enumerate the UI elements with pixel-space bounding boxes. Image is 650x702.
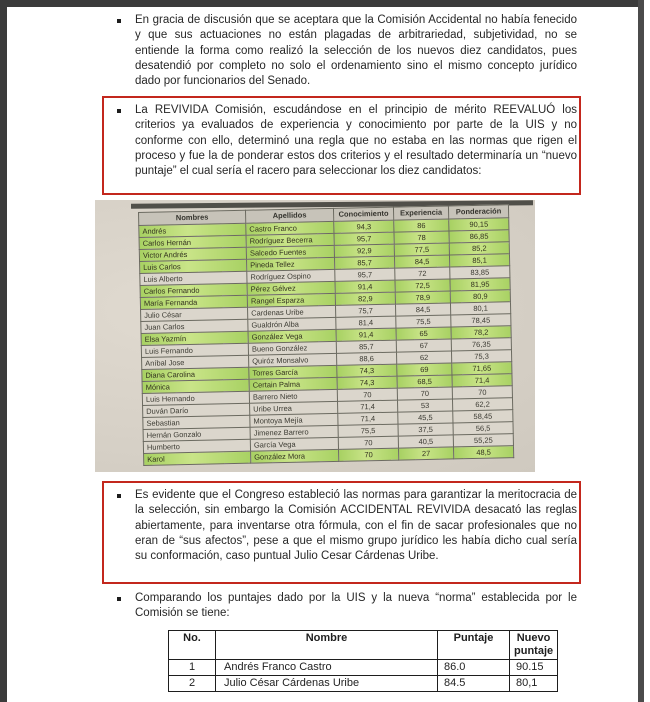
table-cell: 86,85 bbox=[449, 230, 509, 243]
table-cell: 81,95 bbox=[450, 278, 510, 291]
table-cell: Castro Franco bbox=[246, 221, 334, 235]
table-cell: Luis Alberto bbox=[140, 271, 247, 285]
table-cell: 92,9 bbox=[334, 244, 394, 257]
table-cell: Pineda Tellez bbox=[247, 257, 335, 271]
table-cell: 40,5 bbox=[398, 435, 453, 448]
table-cell: 62,2 bbox=[452, 398, 512, 411]
table-cell: 70 bbox=[338, 436, 398, 449]
table-cell: 55,25 bbox=[453, 434, 513, 447]
column-header: Puntaje bbox=[438, 631, 510, 660]
table-cell: Bueno González bbox=[248, 341, 336, 355]
table-cell: Barrero Nieto bbox=[249, 389, 337, 403]
table-cell: 48,5 bbox=[453, 446, 513, 459]
table-cell: 72 bbox=[395, 267, 450, 280]
table-cell: María Fernanda bbox=[140, 295, 247, 309]
table-row bbox=[169, 660, 558, 676]
table-cell: Karol bbox=[144, 451, 251, 465]
table-cell: 71,4 bbox=[338, 412, 398, 425]
table-cell: 94,3 bbox=[334, 220, 394, 233]
table-photo bbox=[95, 200, 535, 472]
table-cell: Torres García bbox=[249, 365, 337, 379]
table-cell: 95,7 bbox=[334, 232, 394, 245]
table-cell: 56,5 bbox=[453, 422, 513, 435]
table-cell: 78,2 bbox=[451, 326, 511, 339]
table-cell: 91,4 bbox=[336, 328, 396, 341]
comparison-table-body bbox=[169, 660, 558, 692]
table-cell: Carlos Hernán bbox=[139, 235, 246, 249]
table-cell: 53 bbox=[397, 399, 452, 412]
highlight-box-2 bbox=[102, 481, 581, 584]
table-cell: Julio César Cárdenas Uribe bbox=[216, 676, 438, 692]
page-edge-right bbox=[638, 0, 644, 702]
table-cell: Andrés Franco Castro bbox=[216, 660, 438, 676]
table-cell: 69 bbox=[397, 363, 452, 376]
table-cell: 95,7 bbox=[335, 268, 395, 281]
table-cell: 84.5 bbox=[438, 676, 510, 692]
table-cell: 82,9 bbox=[335, 292, 395, 305]
table-cell: 90,15 bbox=[449, 218, 509, 231]
bullet-icon bbox=[117, 597, 121, 601]
candidates-table-body bbox=[139, 218, 514, 466]
table-cell: 27 bbox=[399, 447, 454, 460]
table-cell: 88,6 bbox=[337, 352, 397, 365]
table-cell: 83,85 bbox=[450, 266, 510, 279]
table-cell: Luis Carlos bbox=[140, 259, 247, 273]
column-header: Ponderación bbox=[448, 205, 508, 219]
table-cell: González Mora bbox=[251, 449, 339, 463]
table-cell: 84,5 bbox=[394, 255, 449, 268]
table-cell: 85,2 bbox=[449, 242, 509, 255]
table-cell: 78,9 bbox=[395, 291, 450, 304]
table-cell: 70 bbox=[339, 448, 399, 461]
table-cell: Certain Palma bbox=[249, 377, 337, 391]
bullet-icon bbox=[117, 19, 121, 23]
table-cell: 77,5 bbox=[394, 243, 449, 256]
table-cell: Mónica bbox=[142, 379, 249, 393]
table-cell: Juan Carlos bbox=[141, 319, 248, 333]
table-cell: 75,5 bbox=[338, 424, 398, 437]
table-cell: González Vega bbox=[248, 329, 336, 343]
table-cell: Quiróz Monsalvo bbox=[249, 353, 337, 367]
column-header: Nuevo puntaje bbox=[510, 631, 558, 660]
highlight-box-1 bbox=[102, 96, 581, 195]
table-cell: Duván Darío bbox=[143, 403, 250, 417]
column-header: Apellidos bbox=[245, 208, 333, 223]
bullet-icon bbox=[117, 109, 121, 113]
table-cell: 86 bbox=[394, 219, 449, 232]
table-cell: 90.15 bbox=[510, 660, 558, 676]
table-cell: 80,1 bbox=[450, 302, 510, 315]
table-cell: 65 bbox=[396, 327, 451, 340]
table-cell: 85,7 bbox=[336, 340, 396, 353]
table-cell: Aníbal Jose bbox=[142, 355, 249, 369]
table-cell: Jimenez Barrero bbox=[250, 425, 338, 439]
table-cell: Uribe Urrea bbox=[250, 401, 338, 415]
table-cell: Pérez Gélvez bbox=[247, 281, 335, 295]
table-cell: Rangel Esparza bbox=[247, 293, 335, 307]
table-cell: 76,35 bbox=[451, 338, 511, 351]
table-cell: 85,1 bbox=[449, 254, 509, 267]
table-cell: Elsa Yazmín bbox=[141, 331, 248, 345]
bullet-item-4 bbox=[117, 591, 577, 622]
table-cell: 85,7 bbox=[334, 256, 394, 269]
table-cell: 68,5 bbox=[397, 375, 452, 388]
table-cell: Sebastian bbox=[143, 415, 250, 429]
bullet-item-2 bbox=[117, 103, 577, 179]
table-cell: Luis Hernando bbox=[142, 391, 249, 405]
bullet-icon bbox=[117, 494, 121, 498]
column-header: Conocimiento bbox=[333, 207, 393, 221]
comparison-table bbox=[168, 630, 558, 692]
bullet-text: En gracia de discusión que se aceptara que la Comisión Accidental no había fenecido y que sus actuaciones no están plagadas de arbitrariedad, subjetividad, no se entiende la forma como realizó la selección de los nuevos diez candidatos, pues desatendió por completo no solo el ordenamiento sino el mismo concepto jurídico dado por funcionarios del Senado. bbox=[135, 14, 577, 88]
table-cell: 71,4 bbox=[338, 400, 398, 413]
table-cell: 67 bbox=[396, 339, 451, 352]
table-cell: 1 bbox=[169, 660, 216, 676]
table-cell: 71,65 bbox=[452, 362, 512, 375]
table-cell: Victor Andrés bbox=[139, 247, 246, 261]
table-cell: 78,45 bbox=[451, 314, 511, 327]
table-cell: Montoya Mejía bbox=[250, 413, 338, 427]
table-row bbox=[169, 676, 558, 692]
table-cell: Luis Fernando bbox=[141, 343, 248, 357]
table-cell: 72,5 bbox=[395, 279, 450, 292]
table-cell: Humberto bbox=[143, 439, 250, 453]
page-border-left bbox=[0, 0, 7, 702]
table-cell: 71,4 bbox=[452, 374, 512, 387]
table-cell: Salcedo Fuentes bbox=[246, 245, 334, 259]
table-cell: 78 bbox=[394, 231, 449, 244]
bullet-text: Es evidente que el Congreso estableció las normas para garantizar la meritocracia de la selección, sin embargo la Comisión ACCIDENTAL REVIVIDA desacató las reglas abiertamente, para inventarse otra fórmula, con el fin de sacar profesionales que no eran de “sus afectos”, pese a que el mismo grupo jurídico les había dicho cual sería su conformación, caso puntual Julio Cesar Cárdenas Uribe. bbox=[135, 489, 577, 563]
column-header: Nombre bbox=[216, 631, 438, 660]
table-cell: Diana Carolina bbox=[142, 367, 249, 381]
table-cell: 74,3 bbox=[337, 376, 397, 389]
bullet-text: Comparando los puntajes dado por la UIS y la nueva “norma” establecida por le Comisión se tiene: bbox=[135, 592, 577, 620]
table-cell: 91,4 bbox=[335, 280, 395, 293]
table-cell: Gualdrón Alba bbox=[248, 317, 336, 331]
table-cell: 80,9 bbox=[450, 290, 510, 303]
table-cell: 75,3 bbox=[451, 350, 511, 363]
table-cell: Carlos Fernando bbox=[140, 283, 247, 297]
table-cell: 86.0 bbox=[438, 660, 510, 676]
comparison-table-head-row bbox=[169, 631, 558, 660]
table-cell: 70 bbox=[397, 387, 452, 400]
column-header: No. bbox=[169, 631, 216, 660]
table-cell: 37,5 bbox=[398, 423, 453, 436]
table-cell: 2 bbox=[169, 676, 216, 692]
table-cell: 75,5 bbox=[396, 315, 451, 328]
bullet-text: La REVIVIDA Comisión, escudándose en el principio de mérito REEVALUÓ los criterios ya evaluados de experiencia y conocimiento por parte de la UIS y no conforme con ello, determinó una regla que no estaba en las normas que rigen el proceso y fue la de ponderar estos dos criterios y el resultado determinaría un “nuevo puntaje” el cual sería el racero para seleccionar los diez candidatos: bbox=[135, 104, 577, 178]
table-cell: 70 bbox=[337, 388, 397, 401]
candidates-table bbox=[138, 204, 514, 466]
table-cell: 81,4 bbox=[336, 316, 396, 329]
table-cell: 58,45 bbox=[453, 410, 513, 423]
table-cell: 84,5 bbox=[395, 303, 450, 316]
table-cell: Rodríguez Ospino bbox=[247, 269, 335, 283]
table-cell: 74,3 bbox=[337, 364, 397, 377]
bullet-item-3 bbox=[117, 488, 577, 564]
table-cell: Hernán Gonzalo bbox=[143, 427, 250, 441]
table-cell: Rodríguez Becerra bbox=[246, 233, 334, 247]
table-cell: García Vega bbox=[250, 437, 338, 451]
column-header: Experiencia bbox=[393, 206, 448, 220]
table-cell: Julio César bbox=[141, 307, 248, 321]
table-cell: Cardenas Uribe bbox=[248, 305, 336, 319]
table-cell: Andrés bbox=[139, 223, 246, 237]
bullet-item-1 bbox=[117, 13, 577, 89]
column-header: Nombres bbox=[139, 210, 246, 225]
table-cell: 80,1 bbox=[510, 676, 558, 692]
table-cell: 70 bbox=[452, 386, 512, 399]
table-cell: 75,7 bbox=[335, 304, 395, 317]
table-cell: 62 bbox=[396, 351, 451, 364]
table-cell: 45,5 bbox=[398, 411, 453, 424]
page-border-top bbox=[0, 0, 644, 7]
